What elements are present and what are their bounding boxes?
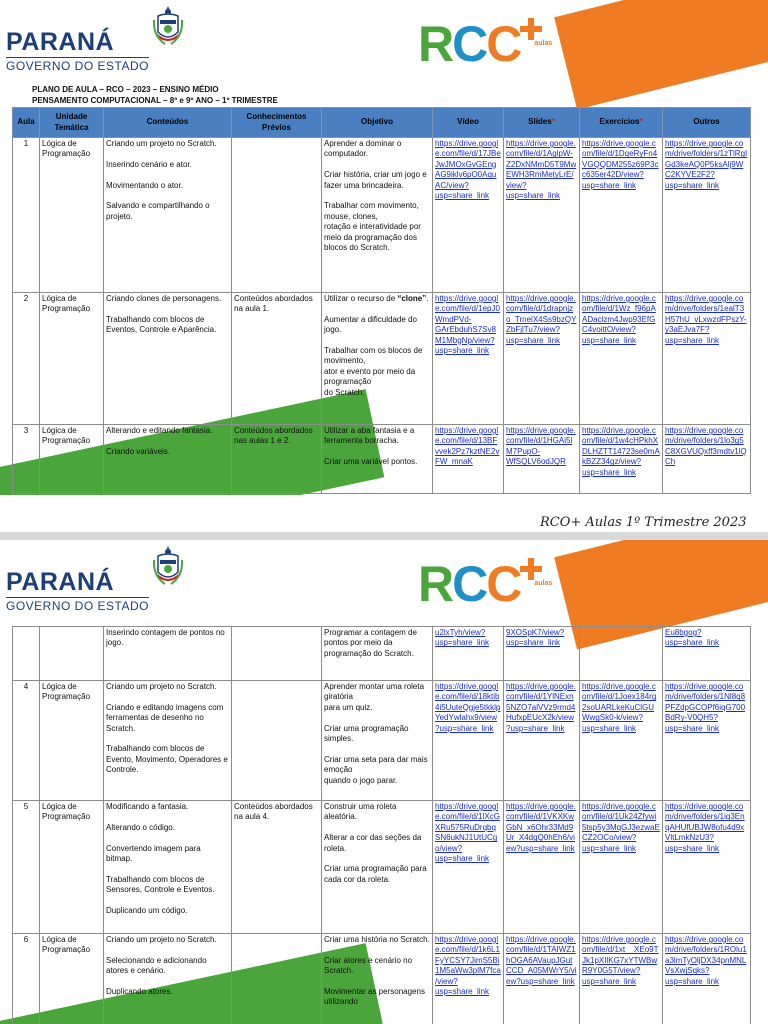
table-header-row (13, 108, 751, 138)
header-outros: Outros (663, 108, 751, 138)
outros-link[interactable]: https://drive.google.com/drive/folders/1iq3EnqAHUfUBJW8ofu4d9xVltLmkNzU3?usp=share_link (665, 802, 745, 853)
slides-cell (504, 138, 580, 293)
rcc-logo (418, 556, 553, 612)
coat-of-arms-icon (153, 546, 183, 590)
exercicios-link[interactable]: https://drive.google.com/file/d/1Joex184rg2soUARLkeKuClGUWwgSk0-k/view?usp=share_link (582, 682, 657, 733)
outros-link[interactable]: https://drive.google.com/drive/folders/1zTlRgIGd3keAQ0P5ksAlj9WC2KYVE2F2?usp=share_link (665, 139, 748, 190)
video-cell (433, 934, 504, 1024)
table-row (13, 627, 751, 681)
video-link[interactable]: https://drive.google.com/file/d/1lXcGXRu575RuDrqbqSN6ukNJ1UtUCgo/view?usp=share_link (435, 802, 500, 864)
lesson-plan-table-continued (12, 626, 751, 1024)
slides-link[interactable]: https://drive.google.com/file/d/1AglpW-Z2DxNMmD5T9MwEWH3RmMetyLrE/view?usp=share_link (506, 139, 577, 201)
slides-link[interactable]: https://drive.google.com/file/d/1TAIWZ1hOGA6AVaupJGutCCD_A05MWrY5/view?usp=share_link (506, 935, 577, 986)
header-previos: Conhecimentos Prévios (232, 108, 322, 138)
required-mark: * (551, 117, 555, 127)
coat-of-arms-icon (153, 6, 183, 50)
slides-cell (504, 627, 580, 681)
objetivo-cell: Aprender montar uma roleta giratória para um quiz. Criar uma programação simples. Criar uma seta para dar mais emoção quando o jogo parar. (322, 681, 433, 801)
aula-number: 3 (13, 425, 40, 494)
aula-number: 4 (13, 681, 40, 801)
exercicios-cell (580, 293, 663, 425)
rcc-logo-text: RCC (418, 16, 521, 72)
header-objetivo: Objetivo (322, 108, 433, 138)
previos-cell (232, 934, 322, 1024)
outros-link[interactable]: https://drive.google.com/drive/folders/1ROlu1a3lmTyOljDX34pnMNLVsXwjSqks?usp=share_link (665, 935, 747, 986)
previos-cell (232, 627, 322, 681)
slides-cell (504, 293, 580, 425)
conteudos-cell: Criando um projeto no Scratch. Criando e editando imagens com ferramentas de desenho no Scratch. Trabalhando com blocos de Evento, Movimento, Operadores e Controle. (104, 681, 232, 801)
aula-number (13, 627, 40, 681)
exercicios-link[interactable]: https://drive.google.com/file/d/1Wz_f96pAADaclzm4Jwp93EfGC4voittO/view?usp=share_link (582, 294, 656, 345)
logo-government: GOVERNO DO ESTADO (6, 59, 149, 73)
conteudos-cell: Modificando a fantasia. Alterando o código. Convertendo imagem para bitmap. Trabalhando com blocos de Sensores, Controle e Eventos. Duplicando um código. (104, 801, 232, 934)
previos-cell: Conteúdos abordados na aula 4. (232, 801, 322, 934)
slides-link[interactable]: https://drive.google.com/file/d/1VKXKwGbN_x6Ohr33Md9Ur_X4dgQ0hEh6/view?usp=share_link (506, 802, 576, 853)
required-mark: * (639, 117, 643, 127)
logo-state-name: PARANÁ (6, 568, 115, 596)
objetivo-cell: Utilizar a aba fantasia e a ferramenta borracha. Criar uma variável pontos. (322, 425, 433, 494)
aula-number: 6 (13, 934, 40, 1024)
document-subtitle: PENSAMENTO COMPUTACIONAL – 8º e 9º ANO – 1º TRIMESTRE (32, 96, 278, 105)
objetivo-cell: Criar uma história no Scratch. Criar atores e cenário no Scratch. Movimentar as personagens utilizando (322, 934, 433, 1024)
table-row (13, 681, 751, 801)
header-exercicios: Exercícios* (580, 108, 663, 138)
rcc-aulas-label: aulas (534, 40, 553, 47)
video-cell (433, 293, 504, 425)
conteudos-cell: Criando clones de personagens. Trabalhando com blocos de Eventos, Controle e Aparência. (104, 293, 232, 425)
previos-cell (232, 138, 322, 293)
logo-state-name: PARANÁ (6, 28, 115, 56)
exercicios-link[interactable]: https://drive.google.com/file/d/1Uk24Zfywi5tsp5y3MqGJ3ezwaECZ2OCo/view?usp=share_link (582, 802, 660, 853)
rcc-plus-icon (520, 18, 553, 62)
outros-cell (663, 934, 751, 1024)
exercicios-cell (580, 934, 663, 1024)
lesson-plan-table (12, 107, 751, 494)
outros-cell (663, 627, 751, 681)
header-aula: Aula (13, 108, 40, 138)
rcc-aulas-label: aulas (534, 580, 553, 587)
logo-government: GOVERNO DO ESTADO (6, 599, 149, 613)
video-link[interactable]: https://drive.google.com/file/d/17JBeJwJMOxGvGEngAG9iklv6pO0AquAC/view?usp=share_link (435, 139, 501, 201)
unidade-cell: Lógica de Programação (40, 425, 104, 494)
header-slides: Slides* (504, 108, 580, 138)
exercicios-cell (580, 138, 663, 293)
outros-link[interactable]: https://drive.google.com/drive/folders/1ealT3H57hU_vLxwzdFPszY-y3aEJva7F?usp=share_link (665, 294, 747, 345)
header-conteudos: Conteúdos (104, 108, 232, 138)
previos-cell: Conteúdos abordados na aula 1. (232, 293, 322, 425)
video-link[interactable]: https://drive.google.com/file/d/18ktib4i5UuteQgje5tkklpYedYwlahx9/view?usp=share_link (435, 682, 501, 733)
conteudos-cell: Criando um projeto no Scratch. Inserindo cenário e ator. Movimentando o ator. Salvando e compartilhando o projeto. (104, 138, 232, 293)
exercicios-link[interactable]: https://drive.google.com/file/d/1w4cHPkhXDLHZTT14723se0mAkBZZ34gz/view?usp=share_link (582, 426, 660, 477)
header-unidade: Unidade Temática (40, 108, 104, 138)
document-page-2 (0, 540, 768, 1024)
slides-cell (504, 801, 580, 934)
previos-cell (232, 681, 322, 801)
video-link[interactable]: https://drive.google.com/file/d/1epJ0WmdPVd-GArEbduhS7Sv8M1MbgNp/view?usp=share_link (435, 294, 500, 356)
outros-cell (663, 293, 751, 425)
exercicios-link[interactable]: https://drive.google.com/file/d/1DqeRyFn4VGQQDM255z69P3cc635er42D/view?usp=share_link (582, 139, 659, 190)
objetivo-cell: Construir uma roleta aleatória. Alterar a cor das seções da roleta. Criar uma programação para cada cor da roleta. (322, 801, 433, 934)
exercicios-cell (580, 627, 663, 681)
unidade-cell (40, 627, 104, 681)
rcc-logo-text: RCC (418, 556, 521, 612)
outros-link[interactable]: https://drive.google.com/drive/folders/1Nl8q8PFZdpGCOPf6iqG700BdRy-V0QH5?usp=share_link (665, 682, 746, 733)
parana-logo (6, 546, 183, 613)
unidade-cell: Lógica de Programação (40, 293, 104, 425)
document-heading (32, 84, 278, 106)
page-separator (0, 532, 768, 540)
unidade-cell: Lógica de Programação (40, 934, 104, 1024)
video-cell (433, 138, 504, 293)
table-row (13, 293, 751, 425)
outros-cell (663, 801, 751, 934)
conteudos-cell: Criando um projeto no Scratch. Selecionando e adicionando atores e cenário. Duplicando atores. (104, 934, 232, 1024)
rcc-plus-icon (520, 558, 553, 602)
exercicios-cell (580, 425, 663, 494)
video-link[interactable]: u2lxTyh/view?usp=share_link (435, 628, 490, 648)
page-footer: RCO+ Aulas 1º Trimestre 2023 (540, 515, 747, 530)
slides-cell (504, 934, 580, 1024)
unidade-cell: Lógica de Programação (40, 681, 104, 801)
video-cell (433, 801, 504, 934)
video-cell (433, 627, 504, 681)
aula-number: 1 (13, 138, 40, 293)
aula-number: 5 (13, 801, 40, 934)
header-video: Vídeo (433, 108, 504, 138)
video-link[interactable]: https://drive.google.com/file/d/1k6L1FyYCSY7JimS5Bi1M5aWw3plM7fca/view?usp=share_link (435, 935, 501, 997)
table-row (13, 425, 751, 494)
outros-link[interactable]: Eu8bgog?usp=share_link (665, 628, 720, 648)
slides-link[interactable]: https://drive.google.com/file/d/1drapnjzo_TrnelX4Ss9bzQYZbFjlTu7/view?usp=share_link (506, 294, 577, 345)
outros-link[interactable]: https://drive.google.com/drive/folders/1lo3g5C8XGVUQxff3mdtv1lQCh (665, 426, 747, 467)
parana-logo (6, 6, 183, 73)
objetivo-cell: Aprender a dominar o computador. Criar história, criar um jogo e fazer uma brincadeira. Trabalhar com movimento, mouse, clones, rotação e interatividade por meio da programação dos blocos do Scratch. (322, 138, 433, 293)
objetivo-cell: Programar a contagem de pontos por meio da programação do Scratch. (322, 627, 433, 681)
unidade-cell: Lógica de Programação (40, 801, 104, 934)
slides-cell (504, 681, 580, 801)
slides-link[interactable]: 9XOSpK7/view?usp=share_link (506, 628, 565, 648)
previos-cell: Conteúdos abordados nas aulas 1 e 2. (232, 425, 322, 494)
exercicios-link[interactable]: https://drive.google.com/file/d/1xt__XEo9TJk1pXIlKG7xYTWBwR9Y0G5T/view?usp=share_link (582, 935, 659, 986)
video-cell (433, 681, 504, 801)
table-row (13, 934, 751, 1024)
exercicios-cell (580, 681, 663, 801)
document-title: PLANO DE AULA – RCO – 2023 – ENSINO MÉDIO (32, 85, 219, 94)
conteudos-cell: Alterando e editando fantasia. Criando variáveis. (104, 425, 232, 494)
orange-stripe-top (554, 0, 768, 110)
conteudos-cell: Inserindo contagem de pontos no jogo. (104, 627, 232, 681)
outros-cell (663, 138, 751, 293)
slides-cell (504, 425, 580, 494)
outros-cell (663, 425, 751, 494)
table-row (13, 801, 751, 934)
video-link[interactable]: https://drive.google.com/file/d/13BFvvek2Pz7kztNE2vFW_mnaK (435, 426, 500, 467)
video-cell (433, 425, 504, 494)
exercicios-cell (580, 801, 663, 934)
aula-number: 2 (13, 293, 40, 425)
slides-link[interactable]: https://drive.google.com/file/d/1HGAi5lM7PupO-WfSQLV6odJQR (506, 426, 576, 467)
table-row (13, 138, 751, 293)
unidade-cell: Lógica de Programação (40, 138, 104, 293)
rcc-logo (418, 16, 553, 72)
slides-link[interactable]: https://drive.google.com/file/d/1YlNExn5NZO7alVVz9rmd4HufxpEUcX2k/view?usp=share_link (506, 682, 576, 733)
outros-cell (663, 681, 751, 801)
objetivo-cell: Utilizar o recurso de “clone”. Aumentar a dificuldade do jogo. Trabalhar com os blocos de movimento, ator e evento por meio da programação do Scratch. (322, 293, 433, 425)
